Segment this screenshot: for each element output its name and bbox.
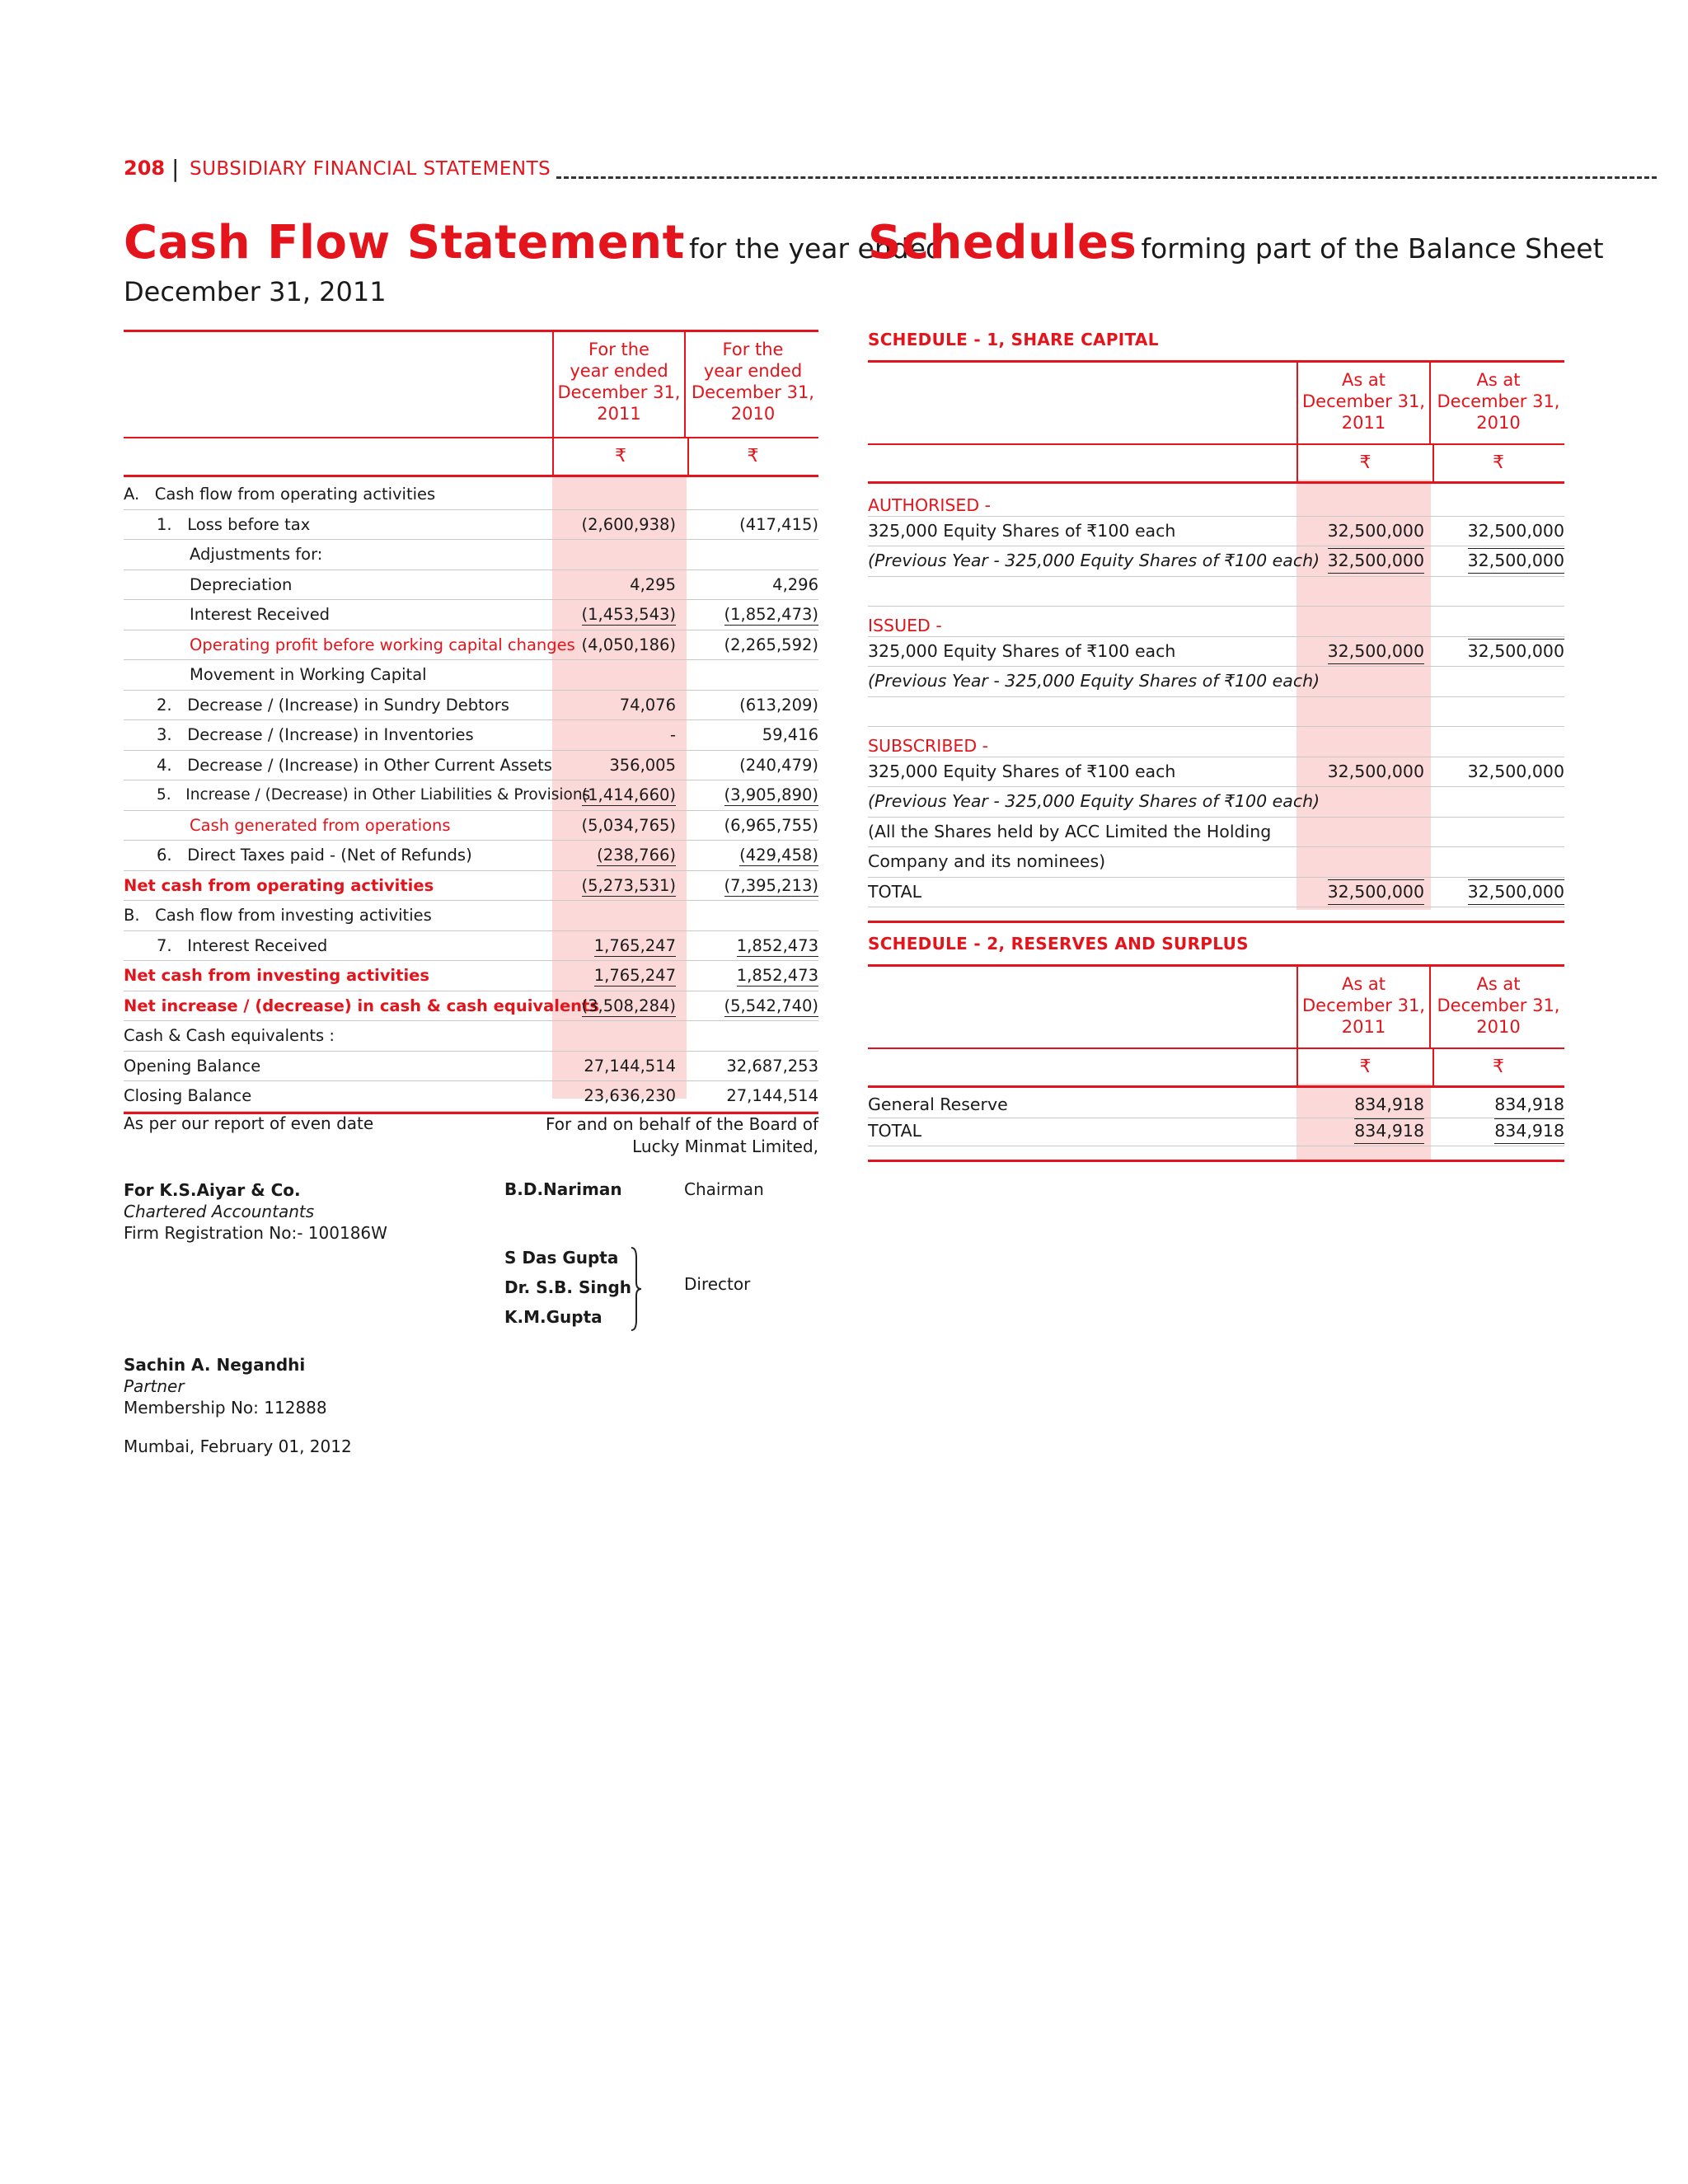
row-label: 325,000 Equity Shares of ₹100 each [868, 520, 1176, 541]
table-row [124, 570, 818, 601]
partner-role: Partner [124, 1376, 185, 1396]
schedules-title [868, 216, 1610, 269]
firm-name: For K.S.Aiyar & Co. [124, 1180, 301, 1200]
table-row [124, 660, 818, 691]
header-line: 2011 [597, 404, 641, 424]
currency-symbol: ₹ [1296, 445, 1434, 481]
header-line: 2011 [1341, 413, 1386, 433]
header-line: December 31, [692, 382, 814, 402]
table-row [124, 841, 818, 871]
spacer [868, 1146, 1564, 1160]
value-2010 [1432, 637, 1564, 666]
value-text: (3,508,284) [581, 996, 676, 1015]
value-text: 32,500,000 [1328, 879, 1424, 905]
schedules-subheading: forming part of the Balance Sheet [1141, 232, 1604, 265]
section-label: SUBSCRIBED - [868, 736, 989, 756]
row-label: Closing Balance [124, 1086, 252, 1105]
table-row [868, 546, 1564, 577]
note-line: (All the Shares held by ACC Limited the Holding [868, 821, 1272, 841]
row-label: (Previous Year - 325,000 Equity Shares of ₹100 each) [868, 551, 1320, 570]
value-2011: 74,076 [619, 695, 676, 715]
report-text: As per our report of even date [124, 1113, 374, 1133]
table-row [124, 510, 818, 541]
auditor-block [124, 1179, 387, 1244]
total-2011 [1296, 878, 1424, 907]
header-line: December 31, [1302, 391, 1425, 411]
value-text: (1,414,660) [581, 785, 676, 804]
value-2011 [552, 961, 676, 990]
value-2010: 834,918 [1494, 1094, 1564, 1114]
row-label: 1. Loss before tax [157, 514, 311, 534]
value-text: (1,453,543) [581, 605, 676, 624]
value-text: 1,852,473 [736, 966, 818, 985]
row-label: 6. Direct Taxes paid - (Net of Refunds) [157, 846, 472, 865]
value-text: 32,500,000 [1328, 548, 1424, 574]
cash-flow-table [124, 330, 818, 1114]
row-label: 4. Decrease / (Increase) in Other Current Assets [157, 755, 552, 775]
table-row [124, 811, 818, 841]
value-2010 [687, 841, 818, 869]
value-2011: - [669, 725, 676, 744]
page-number: 208 [124, 157, 166, 180]
chairman-name [504, 1179, 622, 1199]
row-label: B. Cash flow from investing activities [124, 906, 432, 925]
spacer [868, 907, 1564, 921]
page-header [124, 157, 1657, 185]
row-label: Net cash from operating activities [124, 875, 434, 895]
row-label: Adjustments for: [190, 545, 323, 564]
total-row [868, 878, 1564, 908]
value-2010 [687, 780, 818, 809]
table-row [124, 931, 818, 962]
row-label: (Previous Year - 325,000 Equity Shares of ₹100 each) [868, 671, 1320, 691]
section-row [868, 607, 1564, 637]
header-line: For the [722, 340, 784, 359]
value-text: 32,500,000 [1468, 639, 1564, 663]
value-2011 [1296, 546, 1424, 575]
total-label: TOTAL [868, 881, 922, 902]
table-bottom-rule [868, 921, 1564, 923]
table-body [868, 1088, 1564, 1160]
director-name: S Das Gupta [504, 1248, 619, 1268]
value-2011 [552, 600, 676, 629]
header-line: year ended [570, 361, 668, 381]
value-2010: (240,479) [739, 755, 818, 775]
column-header-2011 [1296, 967, 1431, 1047]
header-separator: | [171, 155, 180, 182]
row-label: Net increase / (decrease) in cash & cash equivalents [124, 996, 599, 1015]
row-label: 325,000 Equity Shares of ₹100 each [868, 761, 1176, 781]
value-text: 834,918 [1354, 1118, 1424, 1144]
table-row [868, 637, 1564, 668]
value-text: (429,458) [739, 846, 818, 865]
firm-type: Chartered Accountants [124, 1202, 315, 1221]
header-line: December 31, [557, 382, 681, 402]
table-row [124, 991, 818, 1022]
row-label: Interest Received [190, 605, 331, 624]
currency-symbol: ₹ [552, 438, 689, 475]
currency-symbol: ₹ [1493, 1057, 1504, 1077]
table-row [124, 751, 818, 781]
table-body [868, 484, 1564, 921]
table-row [124, 480, 818, 510]
header-line: 2011 [1341, 1017, 1386, 1037]
section-title: SUBSIDIARY FINANCIAL STATEMENTS [190, 158, 551, 180]
value-2010: 4,296 [772, 574, 818, 594]
cash-flow-title [124, 216, 943, 307]
schedule-1-title: SCHEDULE - 1, SHARE CAPITAL [868, 330, 1159, 349]
header-dashed-rule [556, 176, 1657, 179]
table-row [124, 961, 818, 991]
currency-row [868, 445, 1564, 484]
value-2011: (4,050,186) [581, 635, 676, 654]
table-row [124, 540, 818, 570]
value-text: (1,852,473) [724, 605, 818, 624]
row-label: (Previous Year - 325,000 Equity Shares of ₹100 each) [868, 791, 1320, 811]
row-label: 5. Increase / (Decrease) in Other Liabilities & Provisions [157, 786, 591, 804]
header-line: As at [1476, 370, 1521, 390]
spacer-row [868, 577, 1564, 607]
table-row [124, 901, 818, 931]
row-label: Opening Balance [124, 1056, 261, 1076]
value-2011 [552, 931, 676, 960]
row-label: 7. Interest Received [157, 935, 328, 955]
total-row [868, 1118, 1564, 1146]
header-line: December 31, [1302, 996, 1425, 1015]
value-2011: 23,636,230 [584, 1086, 676, 1105]
partner-block [124, 1354, 327, 1418]
directors-list [504, 1243, 631, 1332]
value-text: 32,500,000 [1468, 548, 1564, 574]
table-row [868, 787, 1564, 818]
total-2010 [1432, 1118, 1564, 1144]
section-label: ISSUED - [868, 616, 942, 635]
value-text: (7,395,213) [724, 875, 818, 895]
cash-flow-period: December 31, 2011 [124, 276, 387, 307]
table-row [124, 630, 818, 661]
partner-name: Sachin A. Negandhi [124, 1355, 306, 1375]
row-label: 3. Decrease / (Increase) in Inventories [157, 725, 474, 744]
total-label: TOTAL [868, 1121, 922, 1141]
row-label: Operating profit before working capital changes [190, 635, 575, 654]
total-2010 [1432, 878, 1564, 907]
section-row [868, 486, 1564, 517]
director-role: Director [684, 1274, 751, 1294]
table-row [868, 1090, 1564, 1118]
chairman-role: Chairman [684, 1179, 764, 1199]
currency-symbol: ₹ [1493, 452, 1504, 473]
value-text: 834,918 [1494, 1118, 1564, 1144]
table-row [868, 818, 1564, 848]
cash-flow-heading: Cash Flow Statement [124, 216, 685, 269]
column-header-2010 [1432, 967, 1564, 1047]
value-2010: (2,265,592) [724, 635, 818, 654]
value-text: (238,766) [597, 846, 676, 865]
value-2011 [552, 991, 676, 1020]
value-text: 1,852,473 [736, 935, 818, 955]
value-2011: 356,005 [609, 755, 676, 775]
value-2010 [687, 931, 818, 960]
table-row [868, 847, 1564, 878]
value-2010: 32,500,000 [1467, 520, 1564, 541]
value-text: 1,765,247 [593, 966, 676, 985]
firm-registration: Firm Registration No:- 100186W [124, 1223, 387, 1243]
brace-icon [628, 1246, 645, 1332]
table-row [124, 1052, 818, 1082]
cash-flow-subheading: for the year ended [688, 232, 943, 265]
header-line: 2010 [730, 404, 776, 424]
header-line: As at [1341, 974, 1386, 994]
note-line: Company and its nominees) [868, 851, 1106, 871]
header-line: For the [588, 340, 649, 359]
table-row [124, 720, 818, 751]
schedule-2-title: SCHEDULE - 2, RESERVES AND SURPLUS [868, 934, 1249, 954]
chairman-name-text: B.D.Nariman [504, 1179, 622, 1199]
value-2011: 32,500,000 [1327, 761, 1424, 781]
header-line: 2010 [1476, 413, 1521, 433]
row-label: Depreciation [190, 574, 293, 594]
row-label: General Reserve [868, 1094, 1008, 1114]
currency-symbol: ₹ [1296, 1049, 1434, 1085]
table-header [868, 964, 1564, 1049]
header-line: December 31, [1437, 996, 1560, 1015]
value-2010 [687, 991, 818, 1020]
value-2010 [687, 600, 818, 629]
table-row [868, 517, 1564, 547]
value-text: 1,765,247 [593, 935, 676, 955]
spacer-row [868, 697, 1564, 728]
row-label: 2. Decrease / (Increase) in Sundry Debtors [157, 695, 509, 715]
table-header [868, 360, 1564, 445]
board-text [462, 1113, 818, 1158]
schedule-2-table [868, 964, 1564, 1162]
table-body [124, 477, 818, 1112]
board-line: For and on behalf of the Board of [546, 1114, 818, 1134]
value-2010 [687, 871, 818, 900]
director-name: K.M.Gupta [504, 1307, 603, 1327]
row-label: 325,000 Equity Shares of ₹100 each [868, 640, 1176, 661]
value-2010: (613,209) [739, 695, 818, 715]
value-2010 [687, 961, 818, 990]
table-bottom-rule [868, 1160, 1564, 1162]
table-row [124, 871, 818, 902]
place-date: Mumbai, February 01, 2012 [124, 1436, 352, 1456]
total-2011 [1296, 1118, 1424, 1144]
table-row [868, 757, 1564, 788]
value-2011: (5,034,765) [581, 815, 676, 835]
currency-symbol: ₹ [747, 446, 759, 466]
value-text: 32,500,000 [1328, 640, 1424, 664]
value-2011: 32,500,000 [1327, 520, 1424, 541]
schedules-heading: Schedules [868, 216, 1137, 269]
value-2010: (6,965,755) [724, 815, 818, 835]
value-2010: 32,500,000 [1467, 761, 1564, 781]
table-row [124, 691, 818, 721]
value-2010: 27,144,514 [726, 1086, 818, 1105]
membership-number: Membership No: 112888 [124, 1398, 327, 1418]
row-label: Net cash from investing activities [124, 966, 429, 985]
table-row [124, 1021, 818, 1052]
column-header-2011 [552, 332, 686, 437]
value-2011: 4,295 [630, 574, 676, 594]
value-2011 [552, 871, 676, 900]
table-row [124, 1081, 818, 1112]
value-text: (5,542,740) [724, 996, 818, 1015]
value-text: (5,273,531) [581, 875, 676, 895]
value-2011: 27,144,514 [584, 1056, 676, 1076]
header-line: 2010 [1476, 1017, 1521, 1037]
header-line: year ended [703, 361, 803, 381]
value-2011: 834,918 [1354, 1094, 1424, 1114]
header-line: December 31, [1437, 391, 1560, 411]
table-row [124, 780, 818, 811]
value-2011 [1296, 637, 1424, 666]
value-text: (3,905,890) [724, 785, 818, 804]
section-label: AUTHORISED - [868, 495, 992, 515]
column-header-2010 [1432, 363, 1564, 443]
row-label: Cash & Cash equivalents : [124, 1026, 335, 1045]
value-text: 32,500,000 [1468, 879, 1564, 905]
value-2010: 32,687,253 [726, 1056, 818, 1076]
board-line: Lucky Minmat Limited, [632, 1137, 818, 1156]
row-label: Cash generated from operations [190, 815, 451, 835]
column-header-2010 [687, 332, 818, 437]
table-row [124, 600, 818, 630]
value-2010: 59,416 [762, 725, 818, 744]
value-2011: (2,600,938) [581, 514, 676, 534]
row-label: A. Cash flow from operating activities [124, 485, 436, 504]
section-row [868, 727, 1564, 757]
table-row [868, 667, 1564, 697]
schedule-1-table [868, 360, 1564, 923]
director-name: Dr. S.B. Singh [504, 1277, 632, 1297]
header-line: As at [1341, 370, 1386, 390]
value-2011 [552, 841, 676, 869]
value-2011 [552, 780, 676, 809]
value-2010: (417,415) [739, 514, 818, 534]
header-line: As at [1476, 974, 1521, 994]
row-label: Movement in Working Capital [190, 665, 427, 684]
column-header-2011 [1296, 363, 1431, 443]
table-header [124, 330, 818, 438]
value-2010 [1432, 546, 1564, 575]
currency-row [124, 438, 818, 477]
currency-row [868, 1049, 1564, 1088]
